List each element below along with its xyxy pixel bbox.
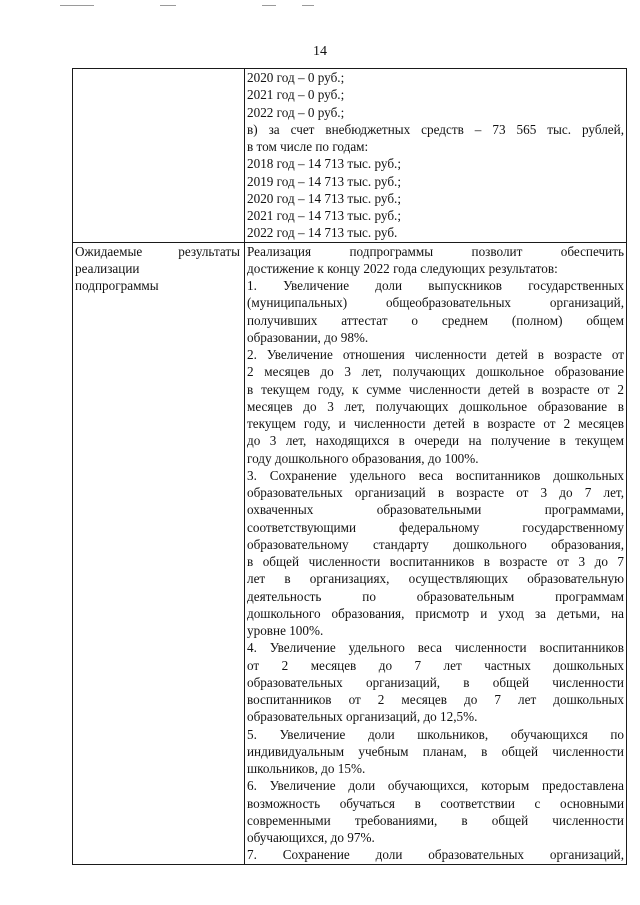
results-line: образовательных организаций в возрасте от 3 до 7 лет, <box>247 485 624 500</box>
results-line: деятельность по образовательным программам <box>247 588 624 604</box>
financing-line: в том числе по годам: <box>247 139 369 154</box>
results-line: (муниципальных) общеобразовательных организаций, <box>247 295 624 311</box>
results-line: уровне 100%. <box>247 623 324 638</box>
financing-lines <box>247 69 624 242</box>
results-label-line: Ожидаемые результаты <box>75 243 240 259</box>
page-number: 14 <box>313 44 327 59</box>
results-line: образовательных организаций, в общей численности <box>247 674 624 690</box>
results-label-line: реализации <box>75 260 140 276</box>
results-line: воспитанников от 2 месяцев до 7 лет дошкольных <box>247 692 624 707</box>
scan-mark <box>60 5 94 6</box>
results-line: месяцев до 3 лет, получающих дошкольное образование в <box>247 398 624 414</box>
results-text <box>247 243 624 864</box>
results-line: 2 месяцев до 3 лет, получающих дошкольное образование <box>247 364 624 380</box>
passport-table <box>72 68 627 865</box>
results-line: до 3 лет, находящихся в очереди на получение в текущем <box>247 433 624 449</box>
results-line: 3. Сохранение удельного веса воспитанников дошкольных <box>247 467 624 483</box>
results-line: в текущем году, к сумме численности детей в возрасте от 2 <box>247 381 624 397</box>
results-line: 5. Увеличение доли школьников, обучающихся по <box>247 726 624 742</box>
results-line: в общей численности воспитанников в возрасте от 3 до 7 <box>247 554 624 569</box>
results-line: году дошкольного образования, до 100%. <box>247 450 479 466</box>
results-line: возможность обучаться в соответствии с основными <box>247 795 624 811</box>
results-line: Реализация подпрограммы позволит обеспечить <box>247 243 624 259</box>
results-line: индивидуальным учебным планам, в общей численности <box>247 743 624 759</box>
table-row <box>73 242 627 864</box>
results-line: 1. Увеличение доли выпускников государственных <box>247 278 624 293</box>
scan-mark <box>302 5 314 6</box>
financing-value-cell <box>245 69 627 243</box>
financing-line: 2022 год – 0 руб.; <box>247 104 345 120</box>
results-line: 6. Увеличение доли обучающихся, которым предоставлена <box>247 778 624 794</box>
results-line: текущем году, и численности детей в возрасте от 2 месяцев <box>247 416 624 431</box>
financing-line: 2022 год – 14 713 тыс. руб. <box>247 225 398 241</box>
results-line: от 2 месяцев до 7 лет частных дошкольных <box>247 657 624 673</box>
results-line: образовательному стандарту дошкольного образования, <box>247 536 624 552</box>
results-line: 7. Сохранение доли образовательных организаций, <box>247 847 624 863</box>
results-line: дошкольного образования, присмотр и уход за детьми, на <box>247 605 624 621</box>
results-line: лет в организациях, осуществляющих образовательную <box>247 571 624 587</box>
results-label-line: подпрограммы <box>75 278 159 293</box>
financing-line: 2018 год – 14 713 тыс. руб.; <box>247 156 402 172</box>
scan-mark <box>160 5 176 6</box>
table-row <box>73 69 627 243</box>
results-line: обучающихся, до 97%. <box>247 830 375 845</box>
financing-line: 2020 год – 14 713 тыс. руб.; <box>247 190 402 206</box>
results-line: достижение к концу 2022 года следующих результатов: <box>247 260 558 276</box>
results-line: современными требованиями, в общей численности <box>247 812 624 828</box>
results-line: образовательных организаций, до 12,5%. <box>247 709 478 725</box>
results-line: школьников, до 15%. <box>247 761 366 776</box>
financing-label-cell <box>73 69 245 243</box>
results-line: получивших аттестат о среднем (полном) общем <box>247 312 624 328</box>
results-line: соответствующими федеральному государственному <box>247 519 624 535</box>
financing-line: 2020 год – 0 руб.; <box>247 70 345 85</box>
results-line: образовании, до 98%. <box>247 329 369 345</box>
financing-line: 2021 год – 14 713 тыс. руб.; <box>247 208 402 223</box>
results-value-cell <box>245 242 627 864</box>
scan-mark <box>262 5 276 6</box>
results-label-cell <box>73 242 245 864</box>
results-line: 4. Увеличение удельного веса численности воспитанников <box>247 640 624 656</box>
financing-line: 2021 год – 0 руб.; <box>247 87 345 103</box>
results-label <box>75 243 242 295</box>
financing-line: 2019 год – 14 713 тыс. руб.; <box>247 173 402 189</box>
financing-line: в) за счет внебюджетных средств – 73 565 тыс. рублей, <box>247 121 624 137</box>
results-line: охваченных образовательными программами, <box>247 502 624 518</box>
results-line: 2. Увеличение отношения численности детей в возрасте от <box>247 347 624 362</box>
